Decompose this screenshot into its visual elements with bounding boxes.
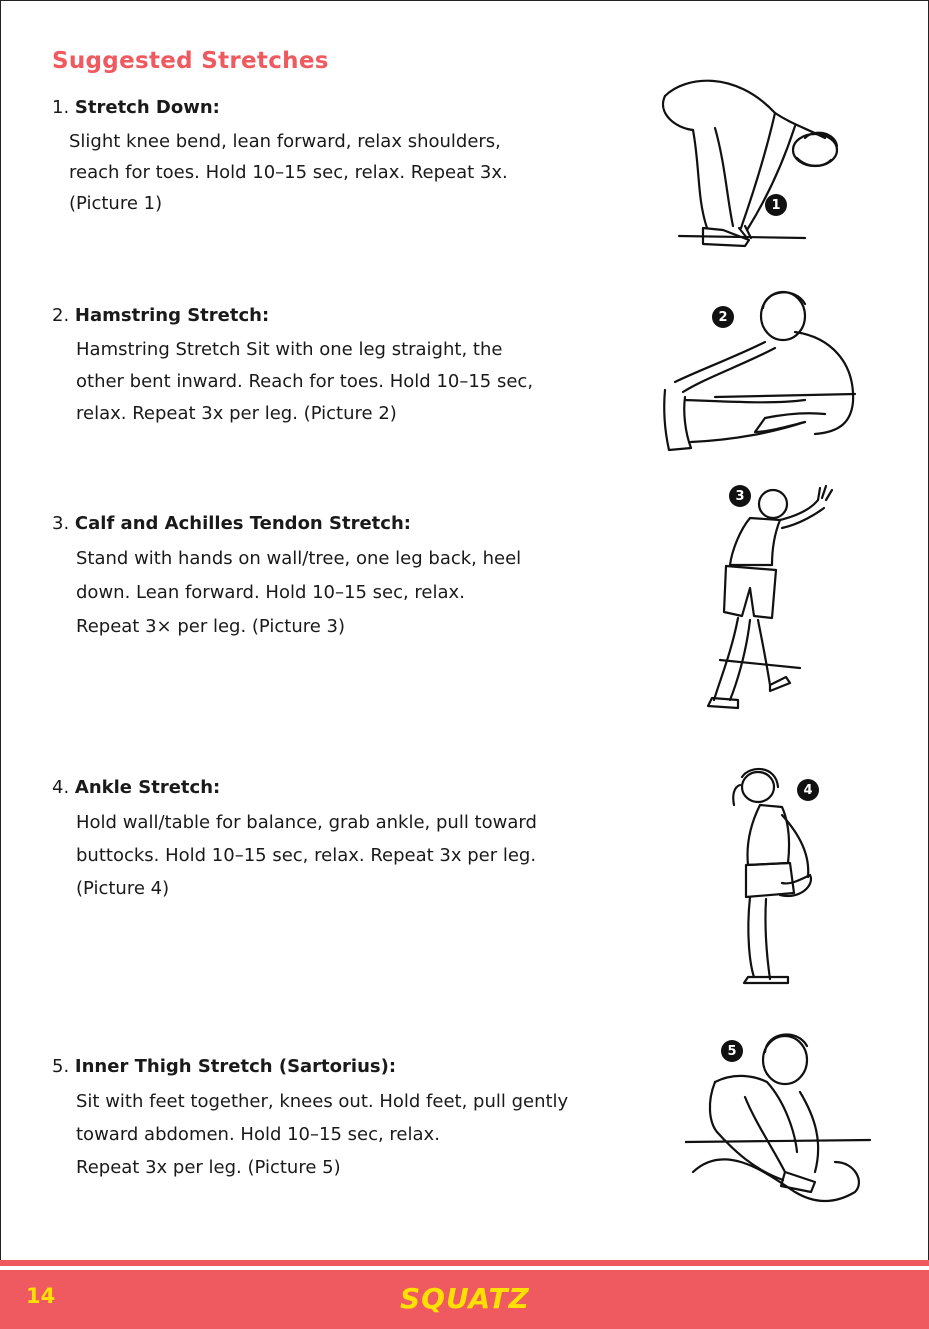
picture-1-badge: 1 xyxy=(765,194,787,216)
stretch-item-2 xyxy=(52,304,612,430)
stretch-number: 1. xyxy=(52,97,70,118)
stretch-description: Slight knee bend, lean forward, relax shoulders, reach for toes. Hold 10–15 sec, relax. Repeat 3x. (Picture 1) xyxy=(69,131,508,214)
stretch-item-1 xyxy=(52,96,612,219)
picture-3-badge: 3 xyxy=(729,485,751,507)
stretch-name: Inner Thigh Stretch (Sartorius): xyxy=(74,1056,397,1077)
stretch-name: Ankle Stretch: xyxy=(74,777,221,798)
stretch-description: Sit with feet together, knees out. Hold feet, pull gently toward abdomen. Hold 10–15 sec, relax. Repeat 3x per leg. (Picture 5) xyxy=(76,1091,569,1178)
picture-4-badge: 4 xyxy=(797,779,819,801)
stretch-number: 4. xyxy=(52,777,70,798)
calf-stretch-illustration xyxy=(700,480,870,715)
stretch-down-illustration xyxy=(655,68,855,258)
stretch-number: 5. xyxy=(52,1056,70,1077)
stretch-item-5 xyxy=(52,1055,612,1184)
stretch-item-3 xyxy=(52,512,612,644)
picture-5-badge: 5 xyxy=(721,1040,743,1062)
stretch-name: Hamstring Stretch: xyxy=(74,305,270,326)
stretch-name: Calf and Achilles Tendon Stretch: xyxy=(74,513,411,534)
stretch-number: 2. xyxy=(52,305,70,326)
stretch-item-4 xyxy=(52,776,612,905)
hamstring-stretch-illustration xyxy=(655,282,875,457)
stretch-name: Stretch Down: xyxy=(74,97,220,118)
picture-2-badge: 2 xyxy=(712,306,734,328)
page-number: 14 xyxy=(26,1284,56,1308)
brand-logo: SQUATZ xyxy=(400,1282,530,1315)
stretch-description: Hamstring Stretch Sit with one leg straight, the other bent inward. Reach for toes. Hold 10–15 sec, relax. Repeat 3x per leg. (Picture 2) xyxy=(76,339,534,424)
stretch-number: 3. xyxy=(52,513,70,534)
stretch-description: Stand with hands on wall/tree, one leg back, heel down. Lean forward. Hold 10–15 sec, relax. Repeat 3× per leg. (Picture 3) xyxy=(76,548,522,637)
inner-thigh-stretch-illustration xyxy=(685,1022,875,1212)
page-title: Suggested Stretches xyxy=(52,48,329,74)
stretch-description: Hold wall/table for balance, grab ankle, pull toward buttocks. Hold 10–15 sec, relax. Repeat 3x per leg. (Picture 4) xyxy=(76,812,537,899)
footer-bar xyxy=(0,1270,929,1329)
